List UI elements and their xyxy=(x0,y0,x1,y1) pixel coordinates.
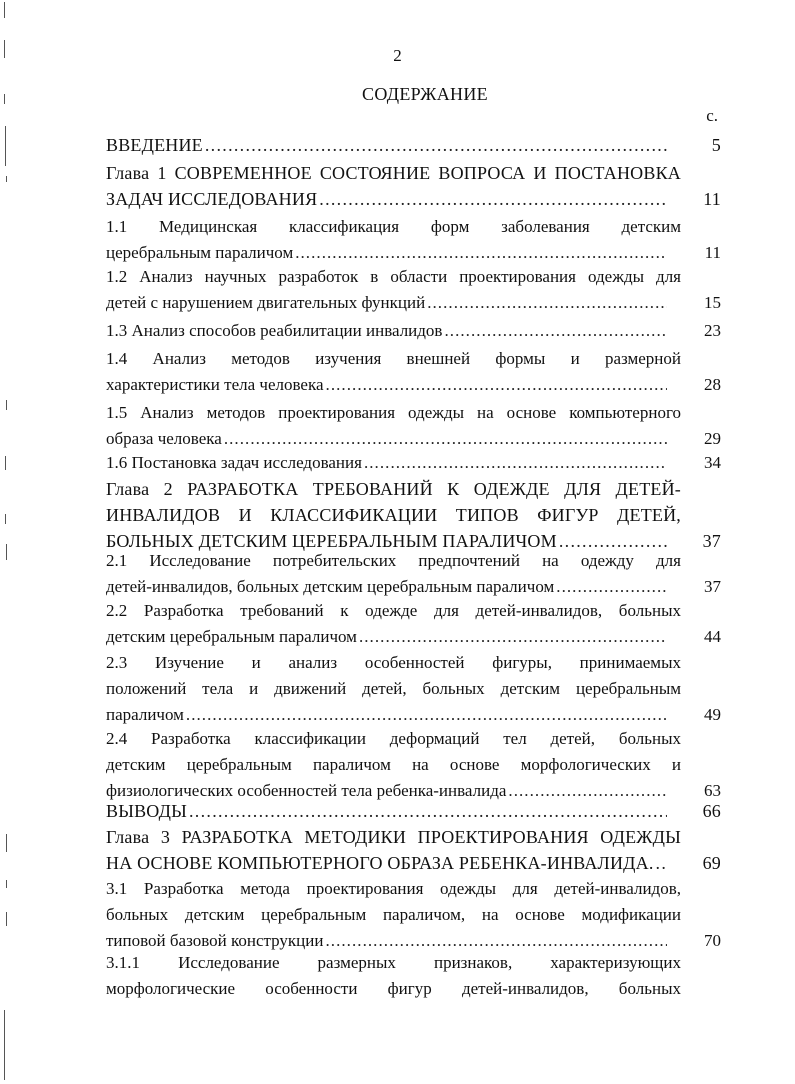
toc-page-number: 28 xyxy=(704,375,721,394)
toc-entry xyxy=(106,650,721,728)
toc-entry-line: 1.4 Анализ методов изучения внешней формы и размерной xyxy=(106,349,681,368)
toc-entry-line: БОЛЬНЫХ ДЕТСКИМ ЦЕРЕБРАЛЬНЫМ ПАРАЛИЧОМ xyxy=(106,531,557,551)
toc-entry-line: положений тела и движений детей, больных детским церебральным xyxy=(106,679,681,698)
dot-leader xyxy=(656,850,667,876)
toc-entry-line: 2.3 Изучение и анализ особенностей фигуры, принимаемых xyxy=(106,653,681,672)
toc-entry xyxy=(106,214,721,266)
toc-entry-line: 2.4 Разработка классификации деформаций тел детей, больных xyxy=(106,729,681,748)
toc-entry-line: 3.1 Разработка метода проектирования одежды для детей-инвалидов, xyxy=(106,879,681,898)
toc-entry xyxy=(106,132,721,158)
toc-page-number: 34 xyxy=(704,453,721,472)
dot-leader xyxy=(295,240,667,266)
toc-page-number: 23 xyxy=(704,321,721,340)
toc-entry-line: детей-инвалидов, больных детским церебральным параличом xyxy=(106,577,555,596)
toc-page-number: 29 xyxy=(704,429,721,448)
dot-leader xyxy=(359,624,667,650)
toc-entry-line: детским церебральным параличом xyxy=(106,627,357,646)
dot-leader xyxy=(326,372,667,398)
toc-page-number: 37 xyxy=(702,531,721,551)
toc-entry-line: морфологические особенности фигур детей-инвалидов, больных xyxy=(106,979,681,998)
toc-entry xyxy=(106,598,721,650)
toc-page-number: 66 xyxy=(702,801,721,821)
toc-entry-line: образа человека xyxy=(106,429,222,448)
toc-page-number: 15 xyxy=(704,293,721,312)
toc-title: СОДЕРЖАНИЕ xyxy=(362,84,488,104)
toc-entry-line: больных детским церебральным параличом, на основе модификации xyxy=(106,905,681,924)
toc-page-number: 70 xyxy=(704,931,721,950)
dot-leader xyxy=(189,798,667,824)
toc-entry xyxy=(106,476,721,554)
toc-page-number: 69 xyxy=(702,853,721,873)
dot-leader xyxy=(427,290,667,316)
toc-entry-line: 2.1 Исследование потребительских предпочтений на одежду для xyxy=(106,551,681,570)
page-column-header: с. xyxy=(706,106,718,125)
toc-entry xyxy=(106,824,721,876)
toc-page-number: 11 xyxy=(703,189,721,209)
toc-entry-line: детей с нарушением двигательных функций xyxy=(106,293,426,312)
dot-leader xyxy=(444,318,667,344)
page-number: 2 xyxy=(393,46,402,65)
toc-page-number: 11 xyxy=(704,243,721,262)
toc-entry-line: типовой базовой конструкции xyxy=(106,931,324,950)
scan-margin-marks xyxy=(0,0,14,1084)
toc-entry-line: 3.1.1 Исследование размерных признаков, характеризующих xyxy=(106,953,681,972)
toc-entry-line: 2.2 Разработка требований к одежде для детей-инвалидов, больных xyxy=(106,601,681,620)
toc-entry-line: 1.5 Анализ методов проектирования одежды на основе компьютерного xyxy=(106,403,681,422)
toc-entry xyxy=(106,548,721,600)
toc-entry xyxy=(106,876,721,954)
toc-page-number: 37 xyxy=(704,577,721,596)
toc-entry-line: 1.6 Постановка задач исследования xyxy=(106,453,362,472)
dot-leader xyxy=(205,132,667,158)
toc-entry-line: ИНВАЛИДОВ И КЛАССИФИКАЦИИ ТИПОВ ФИГУР ДЕТЕЙ, xyxy=(106,505,681,525)
toc-entry xyxy=(106,346,721,398)
toc-entry-line: параличом xyxy=(106,705,184,724)
toc-entry-line: характеристики тела человека xyxy=(106,375,324,394)
toc-page-number: 44 xyxy=(704,627,721,646)
toc-entry-line: ЗАДАЧ ИССЛЕДОВАНИЯ xyxy=(106,189,318,209)
dot-leader xyxy=(364,450,667,476)
dot-leader xyxy=(319,186,667,212)
toc-page-number: 5 xyxy=(711,135,721,155)
toc-entry-line: Глава 2 РАЗРАБОТКА ТРЕБОВАНИЙ К ОДЕЖДЕ ДЛЯ ДЕТЕЙ- xyxy=(106,479,681,499)
toc-entry-line: Глава 1 СОВРЕМЕННОЕ СОСТОЯНИЕ ВОПРОСА И ПОСТАНОВКА xyxy=(106,163,681,183)
toc-entry-line: 1.1 Медицинская классификация форм заболевания детским xyxy=(106,217,681,236)
toc-entry-line: 1.3 Анализ способов реабилитации инвалидов xyxy=(106,321,443,340)
toc-entry xyxy=(106,400,721,452)
dot-leader xyxy=(556,574,667,600)
toc-entry-line: НА ОСНОВЕ КОМПЬЮТЕРНОГО ОБРАЗА РЕБЕНКА-ИНВАЛИДА. xyxy=(106,853,654,873)
dot-leader xyxy=(186,702,667,728)
toc-entry-line: 1.2 Анализ научных разработок в области проектирования одежды для xyxy=(106,267,681,286)
toc-entry xyxy=(106,450,721,476)
dot-leader xyxy=(224,426,667,452)
toc-entry-line: ВЫВОДЫ xyxy=(106,801,187,821)
toc-page-number: 49 xyxy=(704,705,721,724)
toc-entry xyxy=(106,798,721,824)
toc-page-number: 63 xyxy=(704,781,721,800)
toc-entry-line: детским церебральным параличом на основе морфологических и xyxy=(106,755,681,774)
toc-entry xyxy=(106,160,721,212)
toc-entry xyxy=(106,950,721,1002)
toc-entry xyxy=(106,318,721,344)
toc-entry xyxy=(106,726,721,804)
toc-entry-line: физиологических особенностей тела ребенка-инвалида xyxy=(106,781,507,800)
toc-entry-line: Глава 3 РАЗРАБОТКА МЕТОДИКИ ПРОЕКТИРОВАНИЯ ОДЕЖДЫ xyxy=(106,827,681,847)
toc-entry xyxy=(106,264,721,316)
toc-entry-line: ВВЕДЕНИЕ xyxy=(106,135,203,155)
toc-entry-line: церебральным параличом xyxy=(106,243,294,262)
